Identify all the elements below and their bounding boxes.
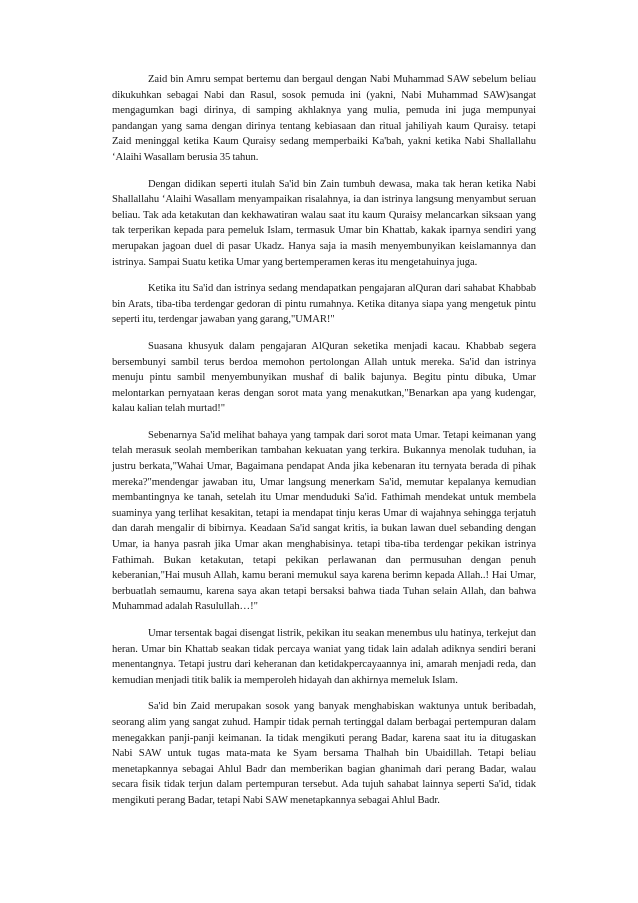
paragraph-6: Umar tersentak bagai disengat listrik, pekikan itu seakan menembus ulu hatinya, terkejut dan heran. Umar bin Khattab seakan tidak percaya waniat yang tidak lain adalah adiknya sendiri berani menentangnya. Tetapi justru dari keheranan dan ketidakpercayaannya ini, amarah menjadi reda, dan kemudian menjadi titik balik ia memperoleh hidayah dan akhirnya memeluk Islam. [112,628,536,686]
paragraph-2: Dengan didikan seperti itulah Sa'id bin Zain tumbuh dewasa, maka tak heran ketika Nabi Shallallahu ‘Alaihi Wasallam menyampaikan risalahnya, ia dan istrinya langsung menyambut seruan beliau. Tak ada ketakutan dan kekhawatiran walau saat itu kaum Quraisy melancarkan siksaan yang tak terperikan kepada para pemeluk Islam, termasuk Umar bin Khattab, kakak iparnya sendiri yang merupakan jagoan duel di pasar Ukadz. Hanya saja ia masih menyembunyikan keislamannya dan istrinya. Sampai Suatu ketika Umar yang bertemperamen keras itu mengetahuinya juga. [112,178,536,268]
paragraph-4: Suasana khusyuk dalam pengajaran AlQuran seketika menjadi kacau. Khabbab segera bersembunyi sambil terus berdoa memohon pertolongan Allah untuk mereka. Sa'id dan istrinya menuju pintu sambil menyembunyikan mushaf di balik bajunya. Begitu pintu dibuka, Umar melontarkan pernyataan keras dengan sorot mata yang menakutkan,"Benarkan apa yang kudengar, kalau kalian telah murtad!" [112,340,536,415]
paragraph-3: Ketika itu Sa'id dan istrinya sedang mendapatkan pengajaran alQuran dari sahabat Khabbab bin Arats, tiba-tiba terdengar gedoran di pintu rumahnya. Ketika ditanya siapa yang mengetuk pintu seperti itu, terdengar jawaban yang garang,"UMAR!" [112,283,536,326]
paragraph-1: Zaid bin Amru sempat bertemu dan bergaul dengan Nabi Muhammad SAW sebelum beliau dikukuhkan sebagai Nabi dan Rasul, sosok pemuda ini (yakni, Nabi Muhammad SAW)sangat mengagumkan bagi dirinya, di samping akhlaknya yang mulia, pemuda ini juga mempunyai pandangan yang sama dengan dirinya tentang kebiasaan dan ritual jahiliyah kaum Quraisy. tetapi Zaid meninggal ketika Kaum Quraisy sedang memperbaiki Ka'bah, yakni ketika Nabi Shallallahu ‘Alaihi Wasallam berusia 35 tahun. [112,74,536,163]
paragraph-5: Sebenarnya Sa'id melihat bahaya yang tampak dari sorot mata Umar. Tetapi keimanan yang telah merasuk seolah memberikan tambahan kekuatan yang terkira. Bukannya menolak tuduhan, ia justru berkata,"Wahai Umar, Bagaimana pendapat Anda jika kebenaran itu ternyata berada di pihak mereka?"mendengar jawaban itu, Umar langsung menerkam Sa'id, memutar kepalanya kemudian membantingnya ke tanah, setelah itu Umar menduduki Sa'id. Fathimah mendekat untuk membela suaminya yang terlihat kesakitan, tetapi ia mendapat tinju keras Umar di wajahnya sehingga terjatuh dan darah mengalir di bibirnya. Keadaan Sa'id sangat kritis, ia bukan lawan duel sebanding dengan Umar, ia hanya pasrah jika Umar akan menghabisinya. tetapi tiba-tiba terdengar pekikan istrinya Fathimah. Bukan ketakutan, tetapi pekikan perlawanan dan permusuhan dengan penuh keberanian,"Hai musuh Allah, kamu berani memukul saya karena berimn kepada Allah..! Hai Umar, berbuatlah semaumu, karena saya akan tetapi bersaksi bahwa tiada Tuhan selain Allah, dan bahwa Muhammad adalah Rasulullah…!" [112,429,536,613]
paragraph-7: Sa'id bin Zaid merupakan sosok yang banyak menghabiskan waktunya untuk beribadah, seorang alim yang sangat zuhud. Hampir tidak pernah tertinggal dalam berbagai pertempuran dalam menegakkan panji-panji keimanan. Ia tidak mengikuti perang Badar, karena saat itu ia ditugaskan Nabi SAW untuk tugas mata-mata ke Syam bersama Thalhah bin Ubaidillah. Tetapi beliau menetapkannya sebagai Ahlul Badr dan memberikan bagian ghanimah dari perang Badar, walau secara fisik tidak terjun dalam pertempuran tersebut. Ada tujuh sahabat lainnya seperti Sa'id, tidak mengikuti perang Badar, tetapi Nabi SAW menetapkannya sebagai Ahlul Badr. [112,701,536,806]
document-page [112,72,536,820]
